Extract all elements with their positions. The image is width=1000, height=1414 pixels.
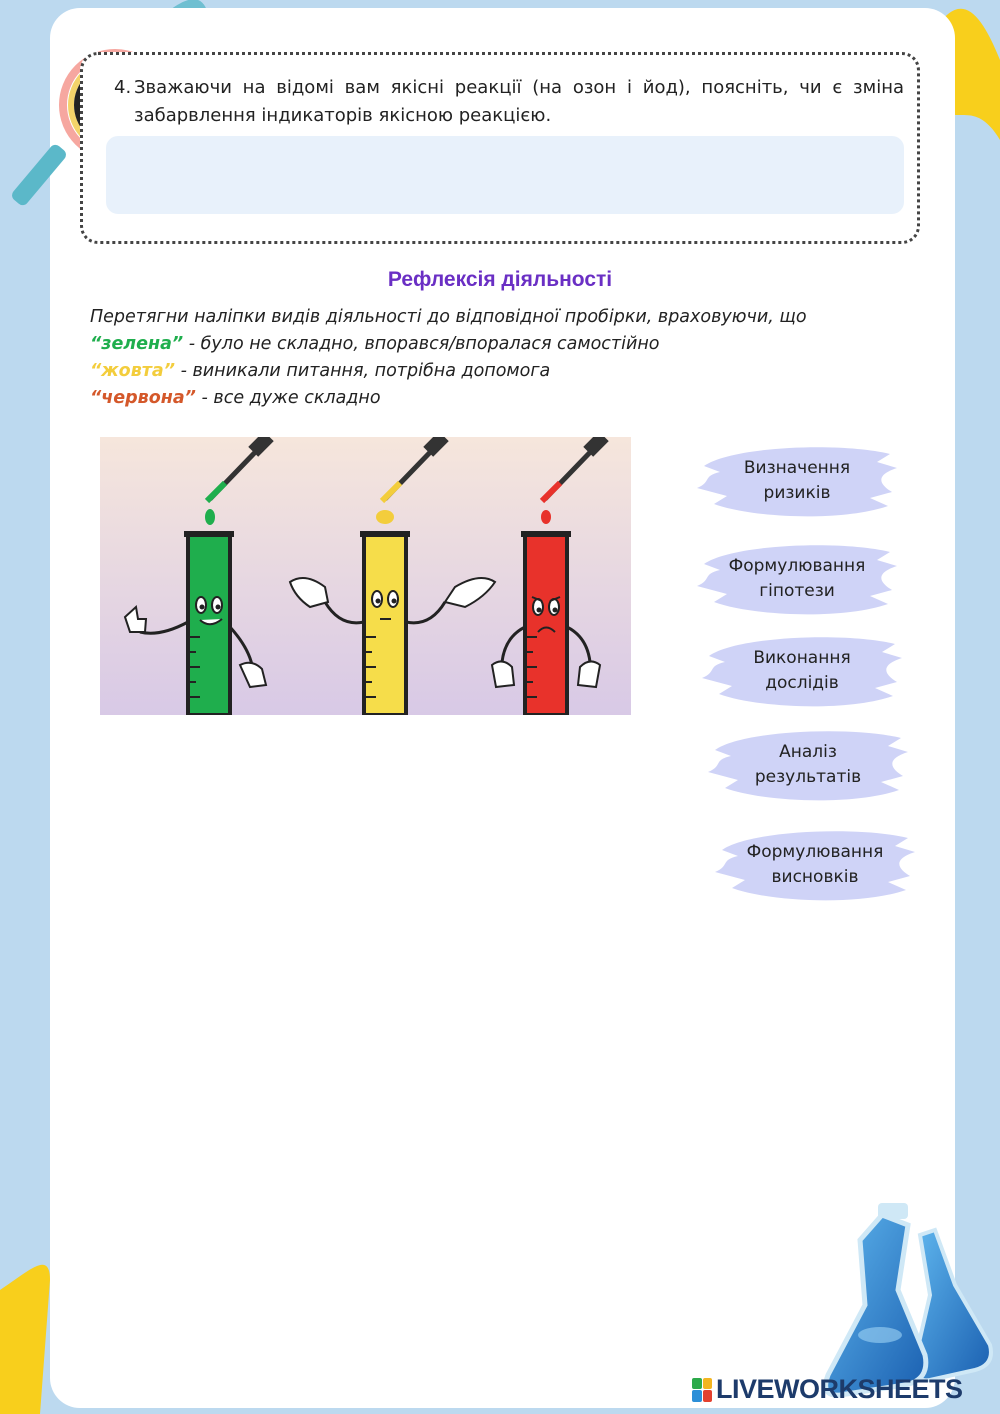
sticker-label: Аналіз результатів	[754, 742, 862, 787]
instruction-intro: Перетягни наліпки видів діяльності до відповідної пробірки, враховуючи, що	[90, 307, 807, 327]
instruction-red	[90, 388, 890, 408]
green-desc: - було не складно, впорався/впоралася самостійно	[183, 334, 660, 354]
sticker-label: Визначення ризиків	[743, 458, 851, 503]
yellow-label: “жовта”	[90, 361, 176, 381]
brand-logo-icon	[692, 1378, 712, 1402]
sticker-hypothesis[interactable]	[692, 534, 902, 624]
green-label: “зелена”	[90, 334, 184, 354]
question-text	[114, 74, 904, 130]
liveworksheets-logo	[692, 1374, 963, 1405]
yellow-desc: - виникали питання, потрібна допомога	[175, 361, 551, 381]
sticker-results-analysis[interactable]	[703, 720, 913, 810]
test-tubes-illustration	[100, 437, 631, 715]
sticker-experiments[interactable]	[697, 626, 907, 716]
brand-name: LIVEWORKSHEETS	[716, 1374, 963, 1404]
red-label: “червона”	[90, 388, 196, 408]
instruction-yellow	[90, 361, 890, 381]
section-title: Рефлексія діяльності	[387, 268, 613, 291]
red-desc: - все дуже складно	[195, 388, 381, 408]
sticker-label: Формулювання висновків	[746, 842, 884, 887]
answer-input[interactable]	[106, 136, 904, 214]
sticker-conclusions[interactable]	[710, 820, 920, 910]
sticker-risk-assessment[interactable]	[692, 436, 902, 526]
question-number: 4.	[114, 77, 132, 98]
sticker-label: Формулювання гіпотези	[728, 556, 866, 601]
sticker-label: Виконання дослідів	[753, 648, 851, 693]
instruction-green	[90, 334, 890, 354]
question-body: Зважаючи на відомі вам якісні реакції (на озон і йод), поясніть, чи є зміна забарвлення індикаторів якісною реакцією.	[134, 77, 904, 126]
